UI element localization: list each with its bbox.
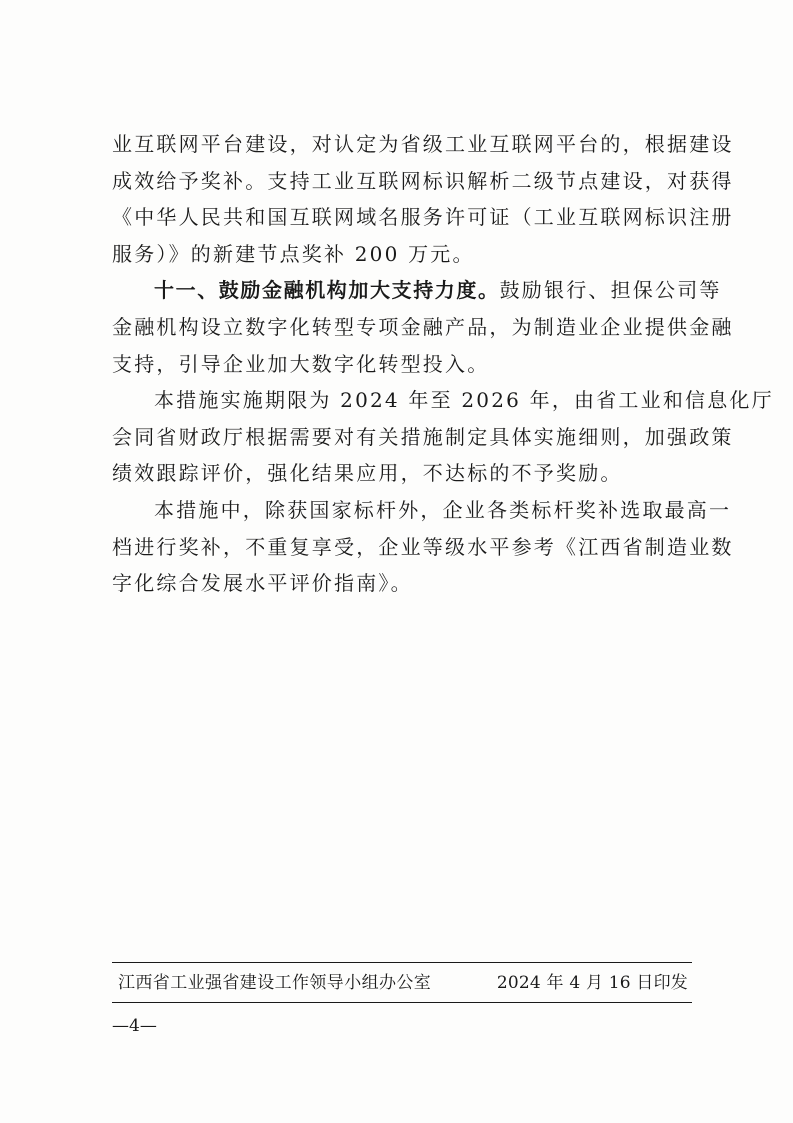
body-line: 业互联网平台建设，对认定为省级工业互联网平台的，根据建设 <box>112 132 734 156</box>
body-line: 支持，引导企业加大数字化转型投入。 <box>112 351 490 376</box>
body-line: 绩效跟踪评价，强化结果应用，不达标的不予奖励。 <box>112 461 623 486</box>
issuing-office: 江西省工业强省建设工作领导小组办公室 <box>118 973 432 993</box>
body-line: 《中华人民共和国互联网域名服务许可证（工业互联网标识注册 <box>112 205 734 230</box>
section-heading: 十一、鼓励金融机构加大支持力度。 <box>154 278 500 303</box>
page-number: —4— <box>112 1016 157 1036</box>
footer-top-rule <box>112 962 692 963</box>
body-line: 会同省财政厅根据需要对有关措施制定具体实施细则，加强政策 <box>112 424 734 449</box>
body-line: 成效给予奖补。支持工业互联网标识解析二级节点建设，对获得 <box>112 168 734 193</box>
body-line: 金融机构设立数字化转型专项金融产品，为制造业企业提供金融 <box>112 314 734 339</box>
footer-bottom-rule <box>112 1002 692 1003</box>
section-heading-line: 十一、鼓励金融机构加大支持力度。鼓励银行、担保公司等 <box>154 278 722 303</box>
body-line: 本措施实施期限为 2024 年至 2026 年，由省工业和信息化厅 <box>154 388 774 413</box>
body-line: 档进行奖补，不重复享受，企业等级水平参考《江西省制造业数 <box>112 534 734 559</box>
body-line: 服务）》的新建节点奖补 200 万元。 <box>112 241 475 266</box>
body-line: 本措施中，除获国家标杆外，企业各类标杆奖补选取最高一 <box>154 497 732 522</box>
body-text <box>112 126 774 602</box>
issue-date: 2024 年 4 月 16 日印发 <box>496 973 688 993</box>
body-line: 字化综合发展水平评价指南》。 <box>112 571 413 596</box>
